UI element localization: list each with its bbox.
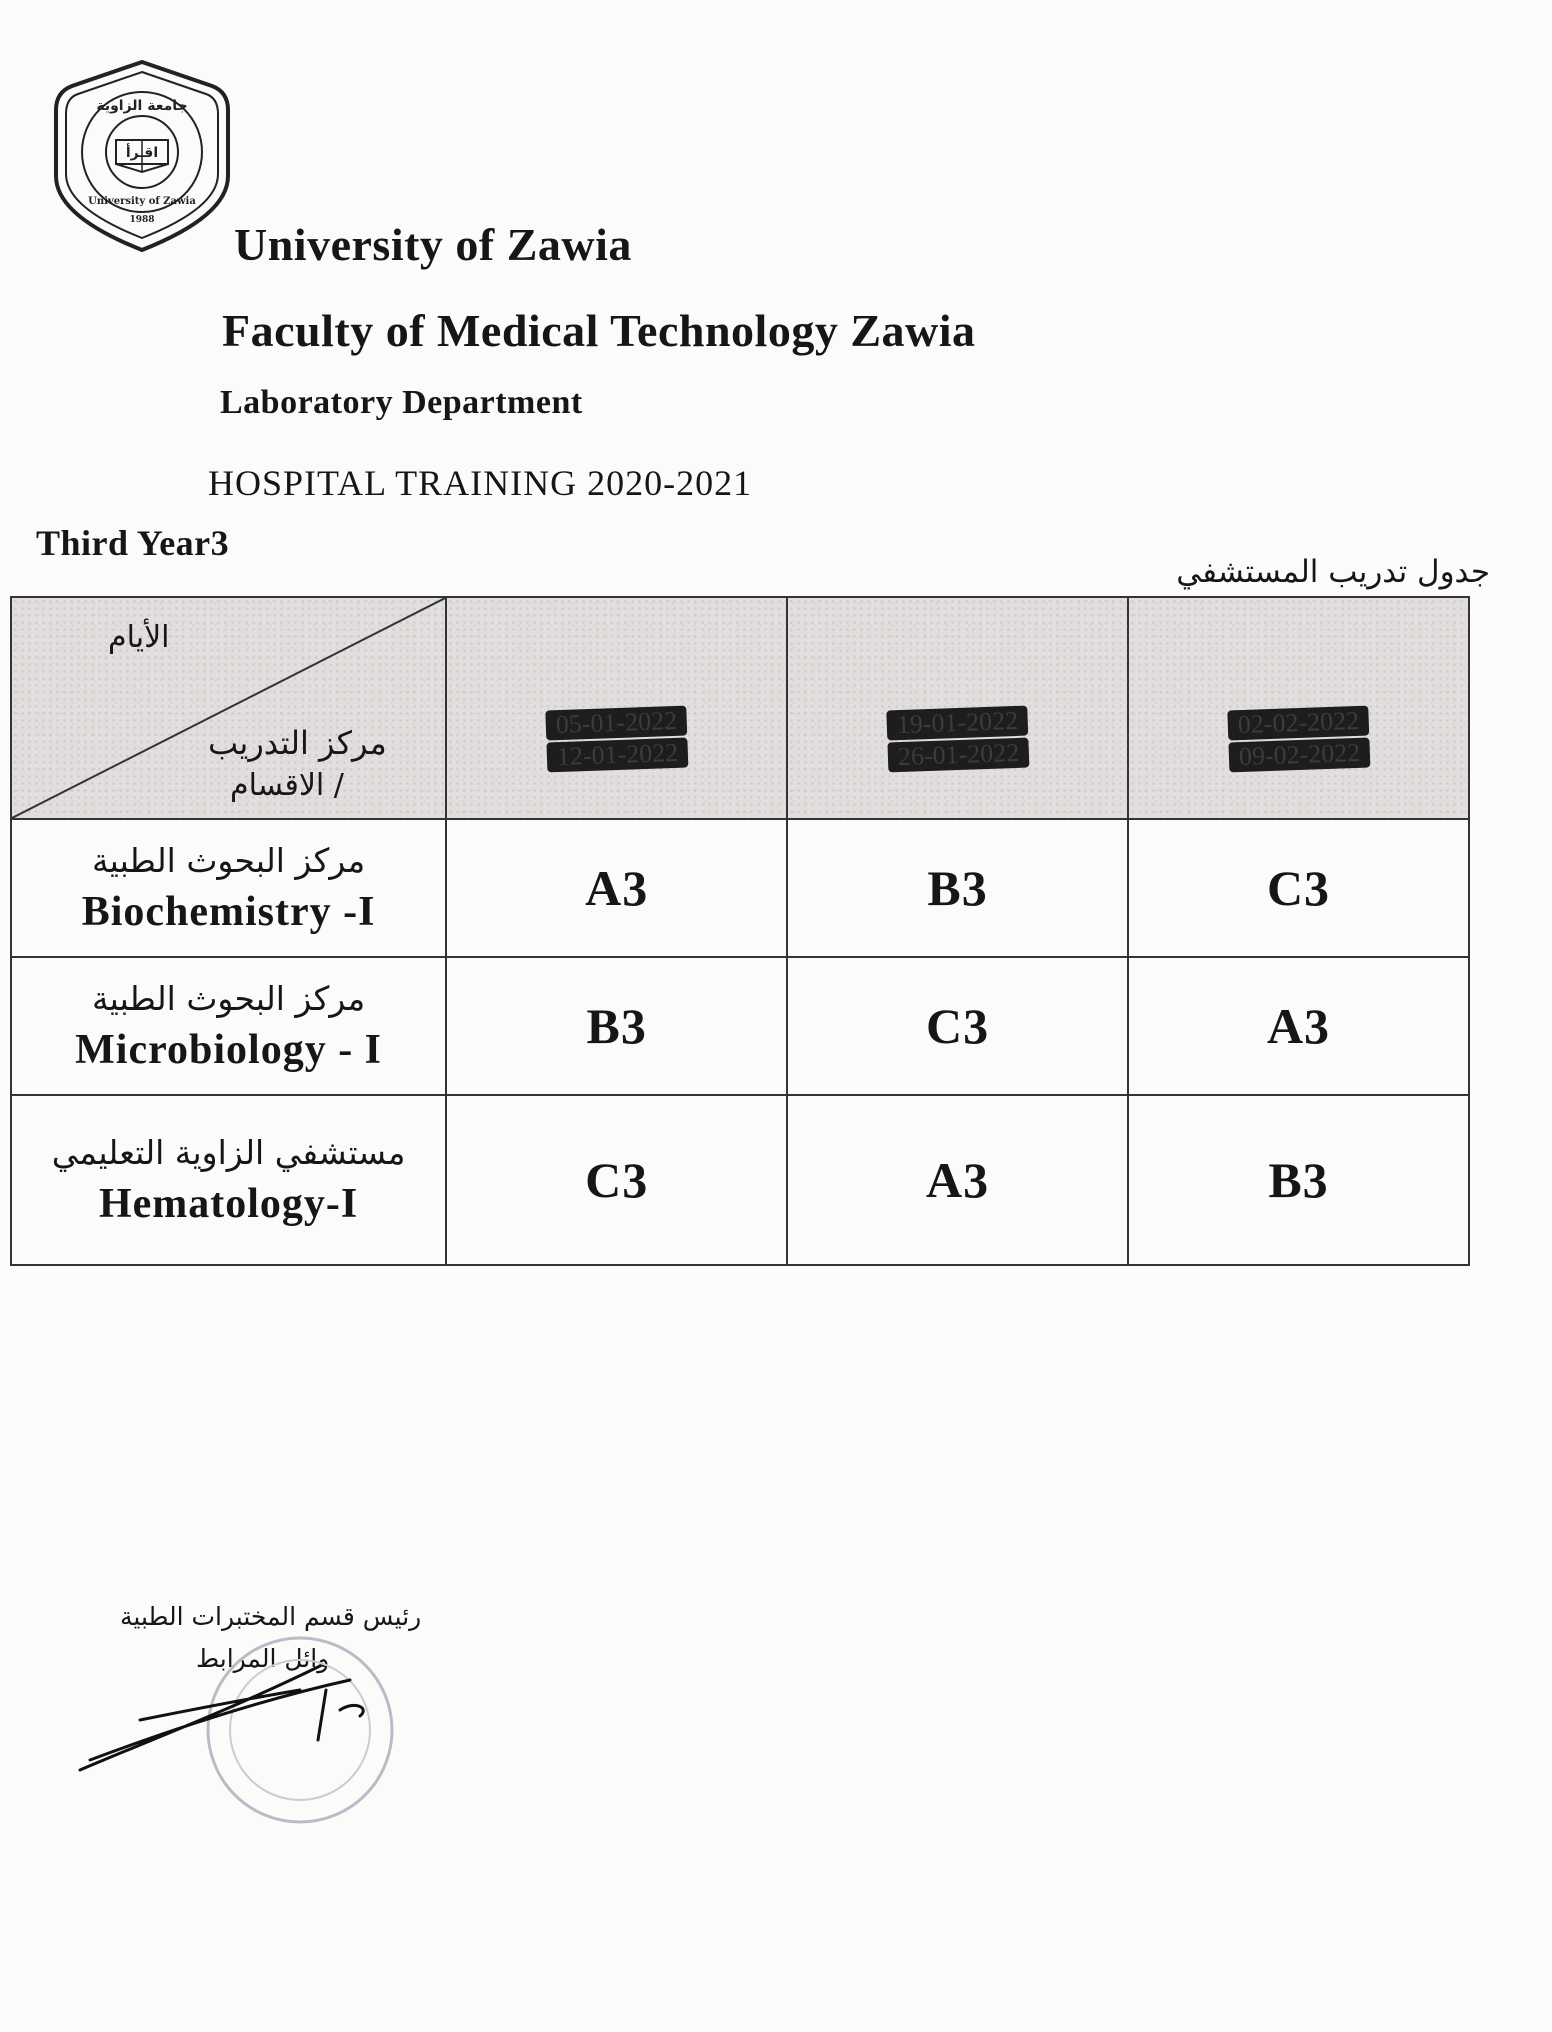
- subject-name: Microbiology - I: [75, 1026, 383, 1073]
- group-cell: C3: [787, 957, 1128, 1095]
- department-name: Laboratory Department: [220, 384, 583, 421]
- table-row: [11, 1095, 1469, 1265]
- days-label: الأيام: [108, 620, 170, 655]
- date-end: 09-02-2022: [1228, 738, 1370, 773]
- date-start: 02-02-2022: [1227, 706, 1369, 741]
- group-cell: A3: [787, 1095, 1128, 1265]
- training-schedule-table: [10, 596, 1470, 1266]
- signatory-name: وائل المرابط: [196, 1644, 330, 1673]
- university-name: University of Zawia: [234, 219, 632, 270]
- subject-name: Biochemistry -I: [81, 888, 376, 935]
- faculty-name: Faculty of Medical Technology Zawia: [222, 305, 976, 356]
- training-centers-label: مركز التدريب: [208, 724, 387, 762]
- group-cell: A3: [1128, 957, 1469, 1095]
- center-name: مركز البحوث الطبية: [91, 978, 366, 1018]
- corner-header-cell: [11, 597, 446, 819]
- group-cell: B3: [1128, 1095, 1469, 1265]
- date-start: 05-01-2022: [545, 706, 687, 741]
- signature-stamp-icon: [70, 1590, 430, 1830]
- svg-text:جامعة الزاوية: جامعة الزاوية: [96, 98, 188, 114]
- training-title: HOSPITAL TRAINING 2020-2021: [208, 463, 753, 503]
- group-cell: B3: [787, 819, 1128, 957]
- diagonal-divider: [12, 598, 445, 818]
- svg-text:اقـرأ: اقـرأ: [125, 145, 159, 161]
- date-start: 19-01-2022: [886, 706, 1028, 741]
- center-name: مركز البحوث الطبية: [91, 840, 366, 880]
- date-column-2: [787, 597, 1128, 819]
- center-name: مستشفي الزاوية التعليمي: [51, 1132, 406, 1172]
- subject-name: Hematology-I: [98, 1180, 359, 1227]
- group-cell: B3: [446, 957, 787, 1095]
- table-row: [11, 819, 1469, 957]
- date-column-3: [1128, 597, 1469, 819]
- year-label: Third Year3: [36, 523, 230, 563]
- university-seal-logo: [52, 56, 232, 256]
- group-cell: C3: [446, 1095, 787, 1265]
- table-row: [11, 957, 1469, 1095]
- arabic-schedule-title: جدول تدريب المستشفي: [1176, 554, 1490, 590]
- date-end: 12-01-2022: [546, 738, 688, 773]
- departments-label: / الاقسام: [230, 768, 344, 803]
- row-header-biochemistry: [11, 819, 446, 957]
- table-header-row: [11, 597, 1469, 819]
- date-end: 26-01-2022: [887, 738, 1029, 773]
- signatory-title: رئيس قسم المختبرات الطبية: [120, 1602, 422, 1631]
- svg-text:University of Zawia: University of Zawia: [88, 196, 196, 207]
- row-header-hematology: [11, 1095, 446, 1265]
- date-column-1: [446, 597, 787, 819]
- svg-text:1988: 1988: [129, 215, 155, 225]
- row-header-microbiology: [11, 957, 446, 1095]
- group-cell: C3: [1128, 819, 1469, 957]
- group-cell: A3: [446, 819, 787, 957]
